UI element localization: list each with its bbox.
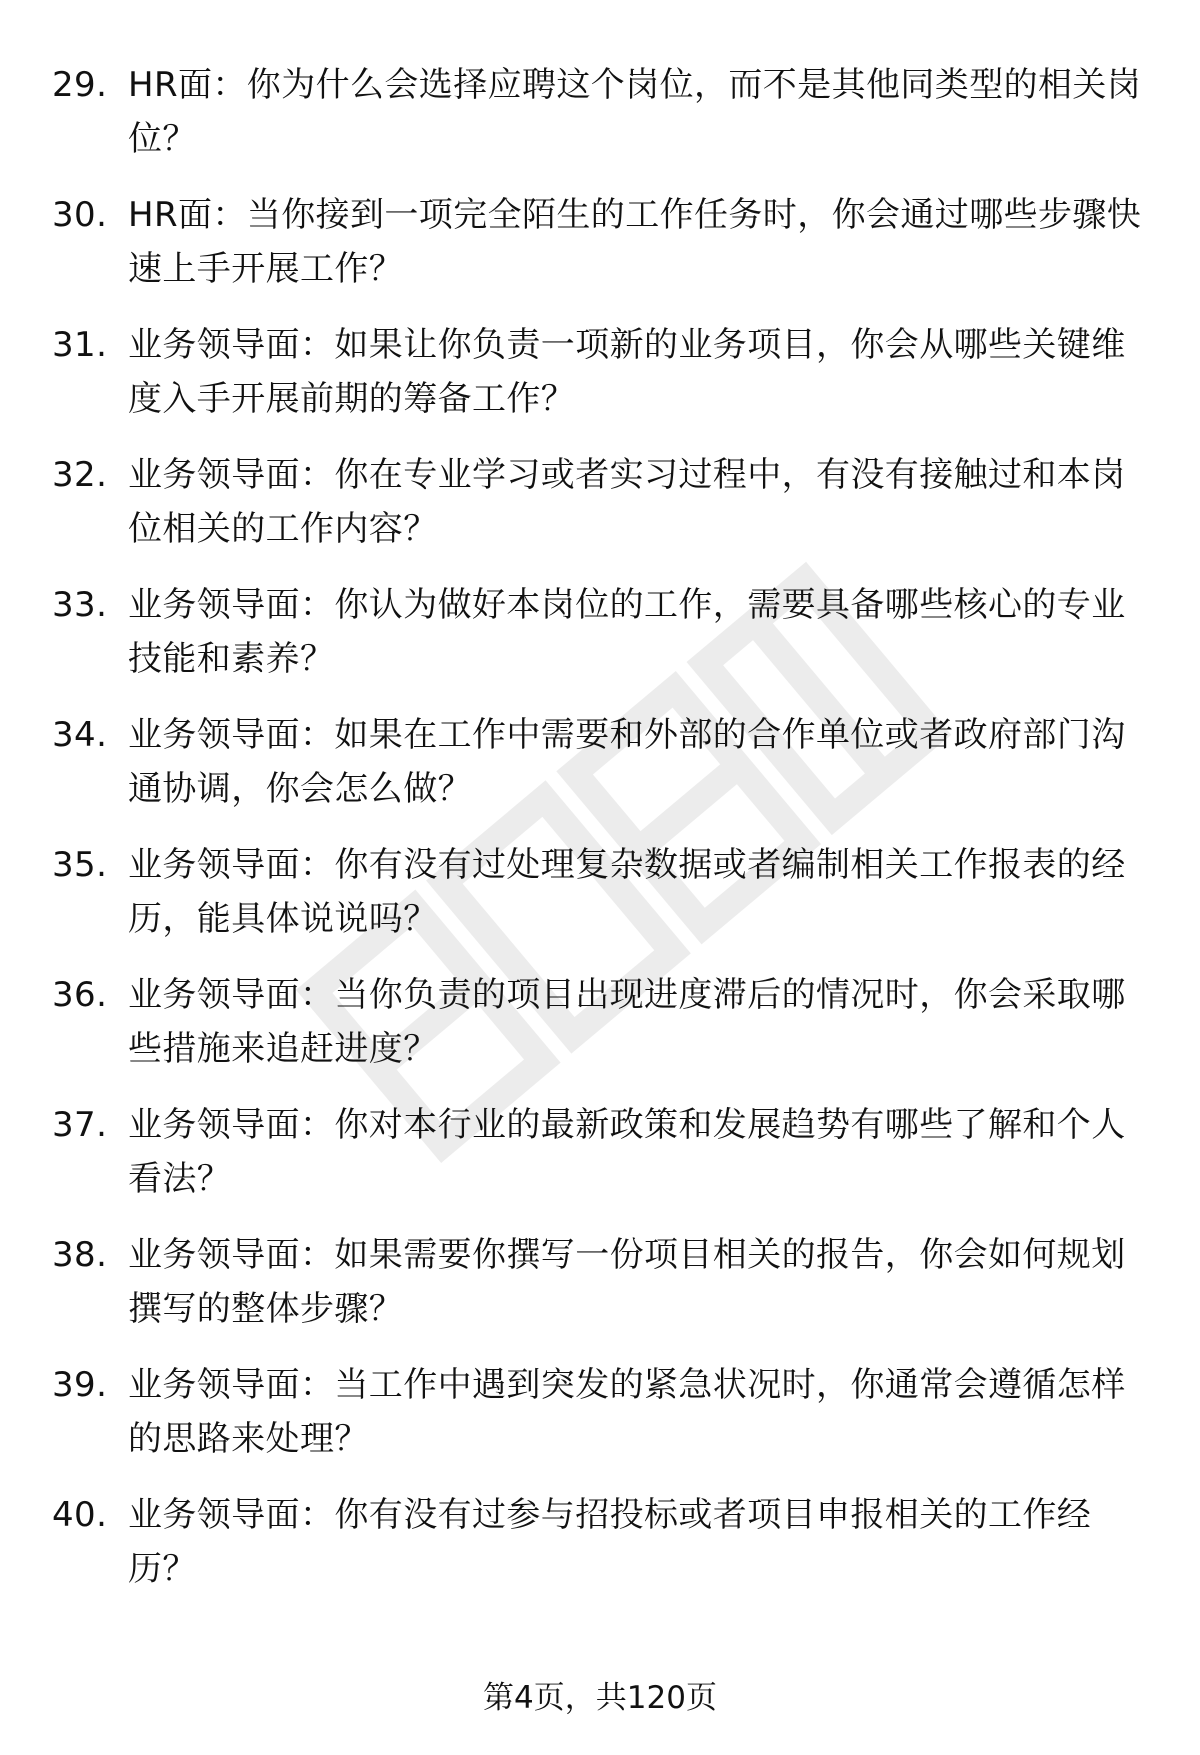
page-number-label: 第4页，共120页	[483, 1680, 717, 1716]
question-text: 业务领导面：你有没有过参与招投标或者项目申报相关的工作经历？	[128, 1495, 1092, 1589]
question-item	[52, 188, 1152, 296]
question-number: 32.	[52, 455, 108, 495]
question-text: 业务领导面：当你负责的项目出现进度滞后的情况时，你会采取哪些措施来追赶进度？	[128, 975, 1126, 1069]
question-number: 30.	[52, 195, 108, 235]
question-number: 40.	[52, 1495, 108, 1535]
question-number: 31.	[52, 325, 108, 365]
question-text: HR面：你为什么会选择应聘这个岗位，而不是其他同类型的相关岗位？	[128, 65, 1142, 159]
question-number: 33.	[52, 585, 108, 625]
question-number: 34.	[52, 715, 108, 755]
question-item	[52, 708, 1152, 816]
question-text: 业务领导面：你有没有过处理复杂数据或者编制相关工作报表的经历，能具体说说吗？	[128, 845, 1126, 939]
question-item	[52, 1488, 1152, 1596]
question-list	[52, 58, 1152, 1618]
question-number: 39.	[52, 1365, 108, 1405]
question-number: 37.	[52, 1105, 108, 1145]
question-text: 业务领导面：如果让你负责一项新的业务项目，你会从哪些关键维度入手开展前期的筹备工作？	[128, 325, 1126, 419]
question-text: HR面：当你接到一项完全陌生的工作任务时，你会通过哪些步骤快速上手开展工作？	[128, 195, 1142, 289]
question-item	[52, 578, 1152, 686]
question-item	[52, 58, 1152, 166]
question-item	[52, 1228, 1152, 1336]
question-text: 业务领导面：如果需要你撰写一份项目相关的报告，你会如何规划撰写的整体步骤？	[128, 1235, 1126, 1329]
question-text: 业务领导面：你认为做好本岗位的工作，需要具备哪些核心的专业技能和素养？	[128, 585, 1126, 679]
page-footer	[0, 1678, 1200, 1718]
question-text: 业务领导面：当工作中遇到突发的紧急状况时，你通常会遵循怎样的思路来处理？	[128, 1365, 1126, 1459]
question-text: 业务领导面：如果在工作中需要和外部的合作单位或者政府部门沟通协调，你会怎么做？	[128, 715, 1126, 809]
question-item	[52, 968, 1152, 1076]
question-item	[52, 838, 1152, 946]
question-item	[52, 1358, 1152, 1466]
question-text: 业务领导面：你在专业学习或者实习过程中，有没有接触过和本岗位相关的工作内容？	[128, 455, 1126, 549]
question-number: 38.	[52, 1235, 108, 1275]
question-number: 36.	[52, 975, 108, 1015]
question-number: 29.	[52, 65, 108, 105]
question-text: 业务领导面：你对本行业的最新政策和发展趋势有哪些了解和个人看法？	[128, 1105, 1126, 1199]
question-item	[52, 448, 1152, 556]
question-item	[52, 318, 1152, 426]
question-number: 35.	[52, 845, 108, 885]
question-item	[52, 1098, 1152, 1206]
